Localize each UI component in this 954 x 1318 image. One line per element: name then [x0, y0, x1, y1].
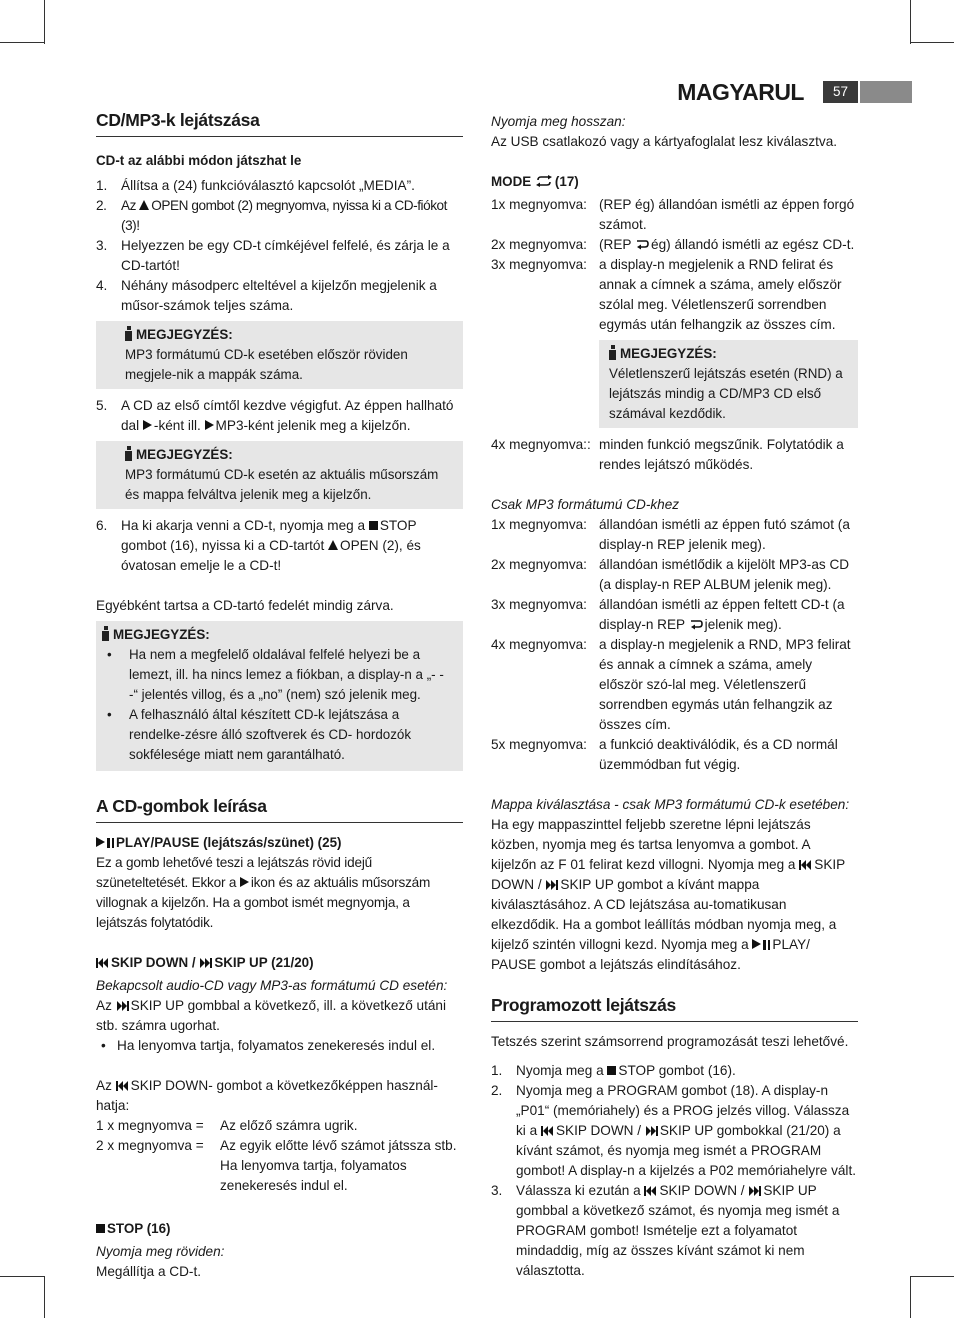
- list-item: 4. Néhány másodperc elteltével a kijelzőn megjelenik a műsor-számok teljes száma.: [96, 278, 437, 313]
- paragraph: Megállítja a CD-t.: [96, 1264, 202, 1279]
- list-item: 3. Válassza ki ezután a SKIP DOWN / SKIP UP gombbal a következő számot, és nyomja meg ismét a PROGRAM gombot! Ismételje ezt a folyamatot mindaddig, míg az összes kívánt számot ki nem választotta.: [491, 1183, 840, 1278]
- play-icon: [96, 837, 105, 847]
- page-header: [0, 78, 954, 108]
- paragraph: Az SKIP UP gombbal a következő, ill. a következő utáni stb. számra ugorhat.: [96, 998, 447, 1033]
- note-box: MEGJEGYZÉS: MP3 formátumú CD-k esetében először röviden megjele-nik a mappák száma.: [96, 321, 463, 389]
- page-number-bar: [860, 81, 912, 103]
- list-item: 2. Az OPEN gombot (2) megnyomva, nyissa ki a CD-fiókot (3)!: [96, 198, 447, 233]
- skip-back-icon: [541, 1126, 554, 1136]
- section-title-cd-playback: CD/MP3-k lejátszása: [96, 108, 463, 137]
- skip-forward-icon: [545, 880, 558, 890]
- italic-label: Bekapcsolt audio-CD vagy MP3-as formátumú CD esetén:: [96, 978, 448, 993]
- crop-mark: [910, 1276, 911, 1318]
- crop-mark: [910, 42, 954, 43]
- play-icon: [143, 420, 152, 430]
- list-item: 5. A CD az első címtől kezdve végigfut. Az éppen hallható dal -ként ill. MP3-ként jelenik meg a kijelzőn.: [96, 398, 454, 433]
- stop-icon: [607, 1066, 616, 1075]
- list-item: 2. Nyomja meg a PROGRAM gombot (18). A display-n „P01“ (memóriahely) és a PROG jelzés villog. Válassza ki a SKIP DOWN / SKIP UP gombokkal (21/20) a kívánt számot, és nyomja meg ismét a PROGRAM gombot! A display-n a kijelzés a P02 memóriahelyre vált.: [491, 1083, 857, 1178]
- skip-back-icon: [116, 1081, 129, 1091]
- subheading: SKIP DOWN / SKIP UP (21/20): [96, 953, 463, 973]
- play-icon: [205, 420, 214, 430]
- info-icon: [125, 446, 133, 461]
- table-row: 1x megnyomva: állandóan ismétli az éppen futó számot (a display-n REP jelenik meg).: [491, 517, 850, 552]
- table-row: 3x megnyomva: állandóan ismétli az éppen feltett CD-t (a display-n REP jelenik meg).: [491, 597, 845, 632]
- crop-mark: [910, 1276, 954, 1277]
- subheading: PLAY/PAUSE (lejátszás/szünet) (25): [96, 833, 463, 853]
- repeat-icon: [535, 175, 553, 187]
- section-title-cd-buttons: A CD-gombok leírása: [96, 794, 463, 823]
- skip-forward-icon: [199, 958, 212, 968]
- list-item: • Ha nem a megfelelő oldalával felfelé helyezi be a lemezt, ill. ha nincs lemez a fiókban, a display-n a „- - -“ jelentés villog, és a „no” (nem) szó jelenik meg.: [102, 645, 453, 705]
- note-bullets: [102, 645, 453, 765]
- eject-icon: [328, 540, 338, 550]
- note-text: MP3 formátumú CD-k esetében először röviden megjele-nik a mappák száma.: [125, 347, 408, 382]
- skip-back-icon: [96, 958, 109, 968]
- steps-list: [96, 396, 463, 436]
- steps-list: [96, 176, 463, 316]
- play-icon: [240, 877, 249, 887]
- table-row: 4x megnyomva:: minden funkció megszűnik. Folytatódik a rendes lejátszó működés.: [491, 437, 844, 472]
- crop-mark: [44, 1276, 45, 1318]
- language-title: MAGYARUL: [677, 79, 804, 105]
- crop-mark: [0, 42, 44, 43]
- list-item: 1. Nyomja meg a STOP gombot (16).: [491, 1063, 736, 1078]
- info-icon: [609, 345, 617, 360]
- table-row: 4x megnyomva: a display-n megjelenik a RND, MP3 felirat és annak a címnek a száma, amely először szó-lal meg. Véletlenszerű sorrendben egymás után felhangzik az összes cím.: [491, 637, 851, 732]
- crop-mark: [0, 1276, 44, 1277]
- table-row: 3x megnyomva: a display-n megjelenik a RND felirat és annak a címnek a száma, amely először szólal meg. Véletlenszerű sorrendben egymás után felhangzik az összes cím.: [491, 257, 842, 332]
- paragraph: Az SKIP DOWN- gombot a következőképpen használ-hatja:: [96, 1078, 438, 1113]
- skip-forward-icon: [645, 1126, 658, 1136]
- stop-icon: [96, 1224, 105, 1233]
- note-text: Véletlenszerű lejátszás esetén (RND) a lejátszás mindig a CD/MP3 CD első számával kezdődik.: [609, 366, 843, 421]
- list-item: 6. Ha ki akarja venni a CD-t, nyomja meg a STOP gombot (16), nyissa ki a CD-tartót OPEN (2), és óvatosan emelje le a CD-t!: [96, 518, 421, 573]
- repeat-one-icon: [689, 618, 703, 630]
- skip-forward-icon: [748, 1186, 761, 1196]
- italic-label: Nyomja meg hosszan:: [491, 114, 626, 129]
- crop-mark: [910, 0, 911, 44]
- left-column: [96, 108, 463, 1282]
- note-text: MP3 formátumú CD-k esetén az aktuális műsorszám és mappa felváltva jelenik meg a kijelzőn.: [125, 467, 439, 502]
- right-column: [491, 112, 858, 1281]
- skip-forward-icon: [116, 1001, 129, 1011]
- paragraph: Tetszés szerint számsorrend programozását teszi lehetővé.: [491, 1034, 849, 1049]
- subheading: MODE (17): [491, 174, 579, 189]
- italic-label: Mappa kiválasztása - csak MP3 formátumú CD-k esetében:: [491, 797, 850, 812]
- table-row: 2x megnyomva: állandóan ismétlődik a kijelölt MP3-as CD (a display-n REP ALBUM jelenik meg).: [491, 557, 850, 592]
- pause-icon: [107, 838, 114, 848]
- paragraph: Ha egy mappaszinttel feljebb szeretne lépni lejátszás közben, nyomja meg és tartsa lenyomva a gombot. A kijelzőn az F 01 felirat kezd villogni. Nyomja meg a SKIP DOWN / SKIP UP gombot a kívánt mappa kiválasztásához. A CD lejátszása au-tomatikusan elkezdődik. Ha a gombot leállítás módban nyomja meg, a kijelző szintén villogni kezd. Nyomja meg a PLAY/ PAUSE gombot a lejátszás elindításához.: [491, 817, 845, 972]
- skip-back-icon: [799, 860, 812, 870]
- section-title-programmed-playback: Programozott lejátszás: [491, 993, 858, 1022]
- eject-icon: [139, 200, 149, 210]
- table-row: 5x megnyomva: a funkció deaktiválódik, és a CD normál üzemmódban fut végig.: [491, 737, 838, 772]
- note-box: MEGJEGYZÉS: MP3 formátumú CD-k esetén az aktuális műsorszám és mappa felváltva jelenik meg a kijelzőn.: [96, 441, 463, 509]
- table-row: 1x megnyomva: (REP ég) állandóan ismétli az éppen forgó számot.: [491, 197, 855, 232]
- paragraph: Ez a gomb lehetővé teszi a lejátszás rövid idejű szüneteltetését. Ekkor a ikon és az aktuális műsorszám villognak a kijelzőn. Ha a gombot ismét megnyomja, a lejátszás folytatódik.: [96, 855, 431, 930]
- repeat-one-icon: [635, 238, 649, 250]
- table-row: 1 x megnyomva = Az előző számra ugrik.: [96, 1118, 358, 1133]
- steps-list: [491, 1061, 858, 1281]
- crop-mark: [44, 0, 45, 44]
- subheading: CD-t az alábbi módon játszhat le: [96, 153, 302, 168]
- italic-label: Csak MP3 formátumú CD-khez: [491, 497, 680, 512]
- list-item: • Ha lenyomva tartja, folyamatos zenekeresés indul el.: [96, 1036, 463, 1056]
- skip-back-icon: [644, 1186, 657, 1196]
- italic-label: Nyomja meg röviden:: [96, 1244, 225, 1259]
- list-item: 3. Helyezzen be egy CD-t címkéjével felfelé, és zárja le a CD-tartót!: [96, 238, 450, 273]
- table-row: 2x megnyomva: (REP ég) állandó ismétli az egész CD-t.: [491, 237, 855, 252]
- info-icon: [125, 326, 133, 341]
- table-row: 2 x megnyomva = Az egyik előtte lévő számot játssza stb. Ha lenyomva tartja, folyamatos zenekeresés indul el.: [96, 1138, 457, 1193]
- page-number: 57: [823, 81, 858, 103]
- pause-icon: [763, 940, 770, 950]
- paragraph: Az USB csatlakozó vagy a kártyafoglalat lesz kiválasztva.: [491, 134, 838, 149]
- note-box: MEGJEGYZÉS: • Ha nem a megfelelő oldalával felfelé helyezi be a lemezt, ill. ha nincs lemez a fiókban, a display-n a „- - -“ jelentés villog, és a „no” (nem) szó jelenik meg. • A felhasználó által készített CD-k lejátszása a rendelke-zésre álló szoftverek és CD- hordozók sokfélesége miatt nem garantálható.: [96, 621, 463, 771]
- list-item: • A felhasználó által készített CD-k lejátszása a rendelke-zésre álló szoftverek és CD- hordozók sokfélesége miatt nem garantálható.: [102, 705, 453, 765]
- steps-list: [96, 516, 463, 576]
- subheading: STOP (16): [96, 1219, 463, 1239]
- play-icon: [752, 939, 761, 949]
- note-box: MEGJEGYZÉS: Véletlenszerű lejátszás esetén (RND) a lejátszás mindig a CD/MP3 CD első számával kezdődik.: [599, 340, 858, 428]
- stop-icon: [369, 521, 378, 530]
- paragraph: Egyébként tartsa a CD-tartó fedelét mindig zárva.: [96, 598, 394, 613]
- info-icon: [102, 626, 110, 641]
- list-item: 1. Állítsa a (24) funkcióválasztó kapcsolót „MEDIA”.: [96, 178, 415, 193]
- bullet-list: [96, 1036, 463, 1056]
